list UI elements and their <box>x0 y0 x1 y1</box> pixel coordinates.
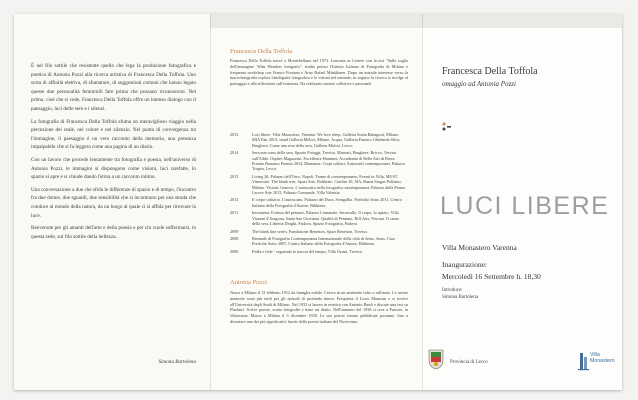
exhibition-year: 2006 <box>230 248 239 254</box>
middle-panel <box>210 14 422 390</box>
top-stripe <box>210 14 422 28</box>
exhibition-text: The blank line series, Fondazione Benetton, Spazi Benetton, Treviso. <box>252 228 368 234</box>
exhibition-row <box>230 174 408 196</box>
province-crest-icon <box>428 348 444 370</box>
exhibition-year: 2014 <box>230 150 239 156</box>
paragraph: Una conversazione a due che sfida le differenze di spazio e di tempo, l'incontro fra due donne, due sguardi, due sensibilità che si incontrano per una strada che conduce al mondo della natura, da un luogo al quale ci si affida per ritrovare la luce. <box>31 186 196 219</box>
venue: Villa Monastero Varenna <box>442 243 517 252</box>
exhibition-year: 2012 <box>230 197 239 203</box>
paragraph: È nel filo sottile che resistente quello che lega la produzione fotografica e poetica di Antonia Pozzi alla ricerca artistica di Francesca Della Toffola. Uno sorta di affinità elettiva, di sfumature, di suggestioni comuni che hanno legato queste due personalità femminili fare prima che possano riconoscersi. Nel primo, cioè che si vede, Francesca Della Toffola offre un intenso dialogo con il paesaggio, luci delle sere e i silenzi. <box>31 63 196 112</box>
villa-logo-line: Villa <box>590 352 600 358</box>
villa-logo-line: Monastero <box>590 358 615 364</box>
exhibition-text: Sera non sono della sera, Spazio Fotoggi, Treviso. Mancati, Brughera. Bricco, Treviso sull'Adda. Ospites Magazzini. Excellence Hammer, Accademia di Belle Arti di Brera. Premio Bonomo Premio 2014, Diamante. Corpi solitari. Autoscatti contemporanei, Palazzo Tropea, Lecco. <box>252 150 405 172</box>
exhibition-title: LUCI LIBERE <box>440 192 610 220</box>
province-label: Provincia di Lecco <box>450 360 488 365</box>
intro-label: Introduce: <box>442 288 463 293</box>
exhibition-list <box>230 132 408 256</box>
exhibition-text: Incontemi, Il ritmo del pensare, Palazzo Comunale, Serravalle. Il corpo, lo spazio, Villa Vianoni d'Aragona, Santa San Giovanni. Qualità di Pennuto, Riff Arts, Pescara. Il canto della sera, Libreria Draghi, Padova. Spazio Fotografia, Padova. <box>252 210 399 227</box>
exhibition-row <box>230 150 408 172</box>
intro-block <box>442 287 478 301</box>
exhibition-text: Il corpo solitario. L'autoscatto, Palazzo del Duca, Senigallia. Portfolio Sotto 2011, Centro Italiano della Fotografia d'Autore, Bibbiena. <box>252 197 402 208</box>
poet-bio: Nasce a Milano il 13 febbraio 1912 da famiglia nobile. Cresce in un ambiente colto e raffinato. Le nostre memorie sono più tardi per gli episodi di profonda intesa. Frequenta il Liceo Manzoni e si iscrive all'Università degli Studi di Milano. Nel 1933 si laurea in estetica con Antonio Banfi e discute una tesi su Flaubert. Scrive poesie, scatta fotografie e tiene un diario. Nell'autunno del 1938 si reca a Pasturo, in Valsassina. Muore a Milano il 3 dicembre 1938. Le sue poesie furono pubblicate postume, fino a diventare uno dei più significativi lasciti della poesia italiana del Novecento. <box>230 290 408 324</box>
artist-name: Francesca Della Toffola <box>442 66 538 77</box>
poet-heading: Antonia Pozzi <box>230 279 268 286</box>
villa-logo-text <box>590 352 615 364</box>
intro-name: Simona Bartolena <box>442 295 478 300</box>
top-stripe <box>422 14 622 28</box>
exhibition-year: 2015 <box>230 173 239 179</box>
exhibition-text: Fedla e fede - seguendo la traccia del tempo, Villa Orsini, Treviso. <box>252 248 364 254</box>
artist-bio: Francesca Della Toffola nasce a Montebelluna nel 1973. Laureata in Lettere con la tesi "Sulla soglia dell'immagine. Wim Wenders fotografo", studia presso l'Istituto Italiano di Fotografia di Milano e frequenta workshop con Franco Fontana e Arno Rafael Minkkinen. Dopo un iniziale interesse verso la macrofotografia esplora l'ambiguità fotografica e le visioni nel naturale, in seguito la ricerca si rivolge al paesaggio e alla riflessione sull'esistenza. Ha realizzato mostre collettive e personali. <box>230 58 408 87</box>
fold-line <box>422 14 423 390</box>
exhibition-row <box>230 132 408 148</box>
paragraph: La fotografia di Francesca Della Toffola sfuma un meraviglioso viaggio nella percezione del reale, nel colore e nel silenzio. Nel punto di convergenza tra l'immagine, il paesaggio è un vero racconto della memoria, una presenza impalpabile che si fa leggera come una pagina di un diario. <box>31 118 196 151</box>
paragraph: Con un lavoro che procede lentamente tra fotografia e poesia, nell'universo di Antonia Pozzi, le immagini si dispongono come visioni, luci rarefatte, lo spazio si apre e si chiude dando forma a un racconto intimo. <box>31 156 196 181</box>
exhibition-year: 2013 <box>230 132 239 137</box>
exhibition-text: Luci libere, Villa Monastero, Varenna. We love sleep, Galleria Sonia Rabagioti, Milano. MIA Fair 2013, stand Galleria Melori, Milano. Acqua, Galleria Fumaro Ghirlanda Silva, Brughera. Come una rosa della sera, Galleria Molori, Lecco. <box>252 132 401 148</box>
artist-heading: Francesca Della Toffola <box>230 48 293 55</box>
left-panel <box>14 14 210 390</box>
exhibition-text: Living 26, Palazzo dell'Orso, Napoli. Trame di contemporaneo, Eventi in Villa, MUST, Vimercate. The blank tree, Spazi Arte, Robbiate. Confini 10, SIA, Ruma Stagus Politano, Milano. Visioni, Genova. L'autoscatto nella fotografia contemporanea, Palazzo della Penna. Lecore Arte 2015, Palazzo Comunale, Villa Valentia. <box>252 173 406 196</box>
paragraph: Benvenute per gli amanti dell'arte e della poesia e per chi vuole soffermarsi, in questa sede, sul filo sottile della bellezza. <box>31 225 196 240</box>
exhibition-row <box>230 236 408 247</box>
inauguration-date: Mercoledì 16 Settembre h. 18,30 <box>442 272 541 281</box>
dot-logo-icon <box>442 122 452 132</box>
exhibition-row <box>230 249 408 254</box>
inauguration-label: Inaugurazione: <box>442 260 487 269</box>
homage-line: omaggio ad Antonia Pozzi <box>442 80 516 88</box>
exhibition-year: 2008 <box>230 235 239 241</box>
intro-text <box>31 62 196 245</box>
brochure <box>14 14 622 390</box>
cover-panel <box>422 14 622 390</box>
exhibition-year: 2011 <box>230 210 239 216</box>
exhibition-text: Biennale di Fotografia Contemporanea Internazionale della città di Jesus, Jesus. Ciao Portfolio Sotto 2007, Centro Italiano della Fotografia d'Autore, Bibbiena. <box>252 235 395 247</box>
exhibition-row <box>230 229 408 234</box>
exhibition-row <box>230 210 408 226</box>
fold-line <box>210 14 211 390</box>
exhibition-row <box>230 197 408 208</box>
sponsor-footer <box>422 348 622 378</box>
signature: Simona Bartolena <box>158 359 196 365</box>
exhibition-year: 2009 <box>230 228 239 234</box>
